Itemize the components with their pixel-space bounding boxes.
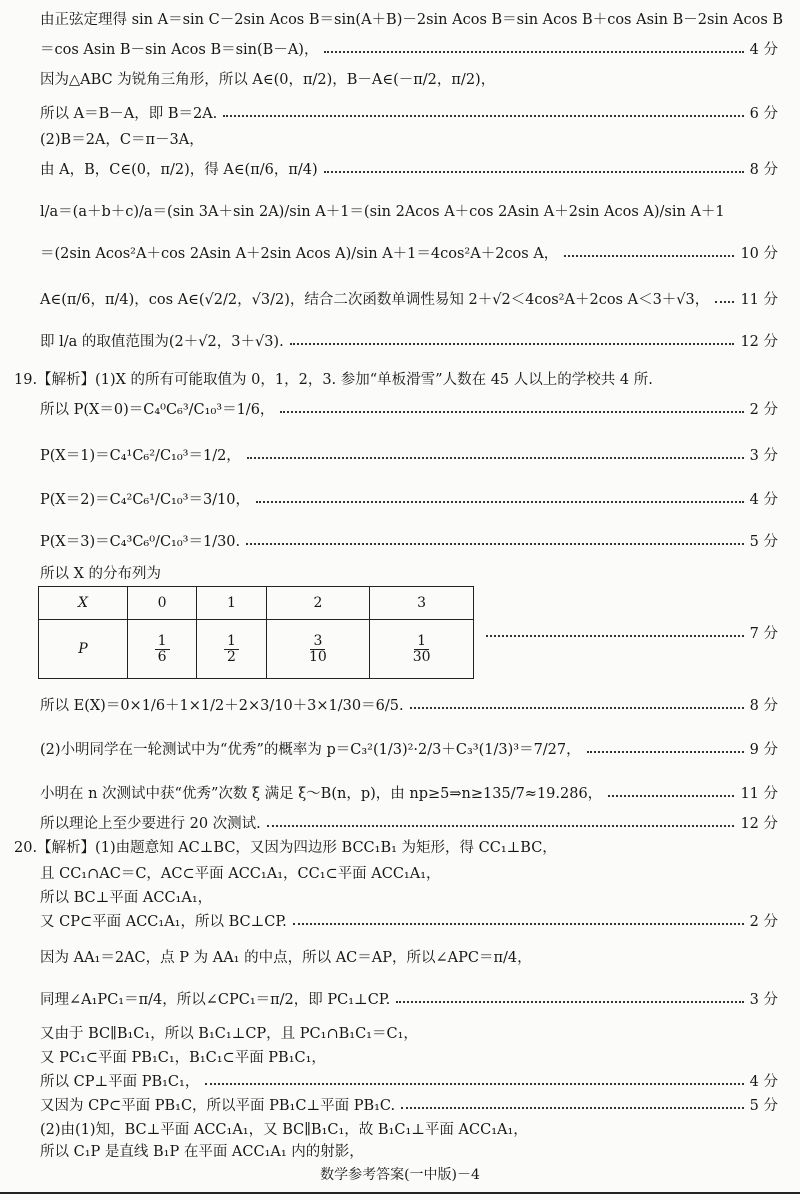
solution-line: 又 PC₁⊂平面 PB₁C₁，B₁C₁⊂平面 PB₁C₁， [40,1050,326,1066]
solution-line: 又 CP⊂平面 ACC₁A₁，所以 BC⊥CP. 2 分 [40,910,778,931]
solution-line: P(X＝2)＝C₄²C₆¹/C₁₀³＝3/10， 4 分 [40,488,778,509]
solution-line: 同理∠A₁PC₁＝π/4，所以∠CPC₁＝π/2，即 PC₁⊥CP. 3 分 [40,988,778,1009]
table-score-line [480,622,778,643]
table-header-cell: 2 [266,587,370,620]
page-footer: 数学参考答案(一中版)－4 [320,1167,480,1183]
distribution-table [38,586,474,679]
score-mark: 5 分 [749,534,778,550]
solution-line: 所以 X 的分布列为 [40,566,162,582]
table-header-cell: X [39,587,128,620]
solution-line: 由正弦定理得 sin A＝sin C－2sin Acos B＝sin(A＋B)－2sin Acos B＝sin Acos B＋cos Asin B－2sin Acos B [40,12,784,28]
score-mark: 6 分 [749,106,778,122]
solution-line: 所以 A＝B－A，即 B＝2A. 6 分 [40,102,778,123]
score-mark: 9 分 [749,742,778,758]
solution-line: l/a＝(a＋b＋c)/a＝(sin 3A＋sin 2A)/sin A＋1＝(sin 2Acos A＋cos 2Asin A＋2sin Acos A)/sin A＋1 [40,204,725,220]
score-mark: 12 分 [740,334,778,350]
score-mark: 5 分 [749,1098,778,1114]
solution-line: 所以 CP⊥平面 PB₁C₁， 4 分 [40,1070,778,1091]
solution-line: (2)由(1)知，BC⊥平面 ACC₁A₁，又 BC∥B₁C₁，故 B₁C₁⊥平面 ACC₁A₁， [40,1122,528,1138]
solution-line: ＝cos Asin B－sin Acos B＝sin(B－A)， 4 分 [40,38,778,59]
score-mark: 3 分 [749,448,778,464]
solution-line: 所以 C₁P 是直线 B₁P 在平面 ACC₁A₁ 内的射影， [40,1144,364,1160]
score-mark: 11 分 [740,292,778,308]
solution-line: 所以 P(X＝0)＝C₄⁰C₆³/C₁₀³＝1/6， 2 分 [40,398,778,419]
solution-line: P(X＝3)＝C₄³C₆⁰/C₁₀³＝1/30. 5 分 [40,530,778,551]
solution-line: 所以理论上至少要进行 20 次测试. 12 分 [40,812,778,833]
bottom-rule [0,1192,800,1194]
score-mark: 7 分 [749,626,778,642]
table-header-cell: 1 [197,587,266,620]
solution-line: 所以 E(X)＝0×1/6＋1×1/2＋2×3/10＋3×1/30＝6/5. 8 分 [40,694,778,715]
solution-line: ＝(2sin Acos²A＋cos 2Asin A＋2sin Acos A)/sin A＋1＝4cos²A＋2cos A， 10 分 [40,242,778,263]
score-mark: 4 分 [749,1074,778,1090]
score-mark: 11 分 [740,786,778,802]
solution-line: 又因为 CP⊂平面 PB₁C，所以平面 PB₁C⊥平面 PB₁C. 5 分 [40,1094,778,1115]
solution-line: 由 A，B，C∈(0，π/2)，得 A∈(π/6，π/4) 8 分 [40,158,778,179]
table-row-label: P [39,620,128,679]
score-mark: 4 分 [749,492,778,508]
solution-line: 因为△ABC 为锐角三角形，所以 A∈(0，π/2)，B－A∈(－π/2，π/2)， [40,72,496,88]
table-row [39,620,474,679]
table-cell: $\frac{1}{6}$ [128,620,197,679]
score-mark: 8 分 [749,698,778,714]
score-mark: 2 分 [749,402,778,418]
table-header-cell: 0 [128,587,197,620]
solution-line: (2)小明同学在一轮测试中为“优秀”的概率为 p＝C₃²(1/3)²·2/3＋C₃³(1/3)³＝7/27， 9 分 [40,738,778,759]
solution-line: 且 CC₁∩AC＝C，AC⊂平面 ACC₁A₁，CC₁⊂平面 ACC₁A₁， [40,866,441,882]
score-mark: 12 分 [740,816,778,832]
score-mark: 3 分 [749,992,778,1008]
solution-line: 又由于 BC∥B₁C₁，所以 B₁C₁⊥CP，且 PC₁∩B₁C₁＝C₁， [40,1026,418,1042]
solution-line: P(X＝1)＝C₄¹C₆²/C₁₀³＝1/2， 3 分 [40,444,778,465]
solution-line: 即 l/a 的取值范围为(2＋√2，3＋√3). 12 分 [40,330,778,351]
problem-19-heading: 19.【解析】(1)X 的所有可能取值为 0，1，2，3. 参加“单板滑雪”人数在 45 人以上的学校共 4 所. [14,372,653,388]
solution-line: 小明在 n 次测试中获“优秀”次数 ξ 满足 ξ～B(n，p)，由 np≥5⇒n≥135/7≈19.286， 11 分 [40,782,778,803]
table-cell: $\frac{1}{30}$ [370,620,474,679]
solution-line: A∈(π/6，π/4)，cos A∈(√2/2，√3/2)，结合二次函数单调性易知 2＋√2＜4cos²A＋2cos A＜3＋√3， 11 分 [40,288,778,309]
table-header-row [39,587,474,620]
solution-line: 因为 AA₁＝2AC，点 P 为 AA₁ 的中点，所以 AC＝AP，所以∠APC＝π/4， [40,950,532,966]
score-mark: 2 分 [749,914,778,930]
score-mark: 4 分 [749,42,778,58]
table-header-cell: 3 [370,587,474,620]
table-cell: $\frac{3}{10}$ [266,620,370,679]
score-mark: 10 分 [740,246,778,262]
solution-line: (2)B＝2A，C＝π－3A， [40,132,204,148]
solution-line: 所以 BC⊥平面 ACC₁A₁， [40,890,213,906]
table-cell: $\frac{1}{2}$ [197,620,266,679]
score-mark: 8 分 [749,162,778,178]
problem-20-heading: 20.【解析】(1)由题意知 AC⊥BC，又因为四边形 BCC₁B₁ 为矩形，得 CC₁⊥BC， [14,840,557,856]
